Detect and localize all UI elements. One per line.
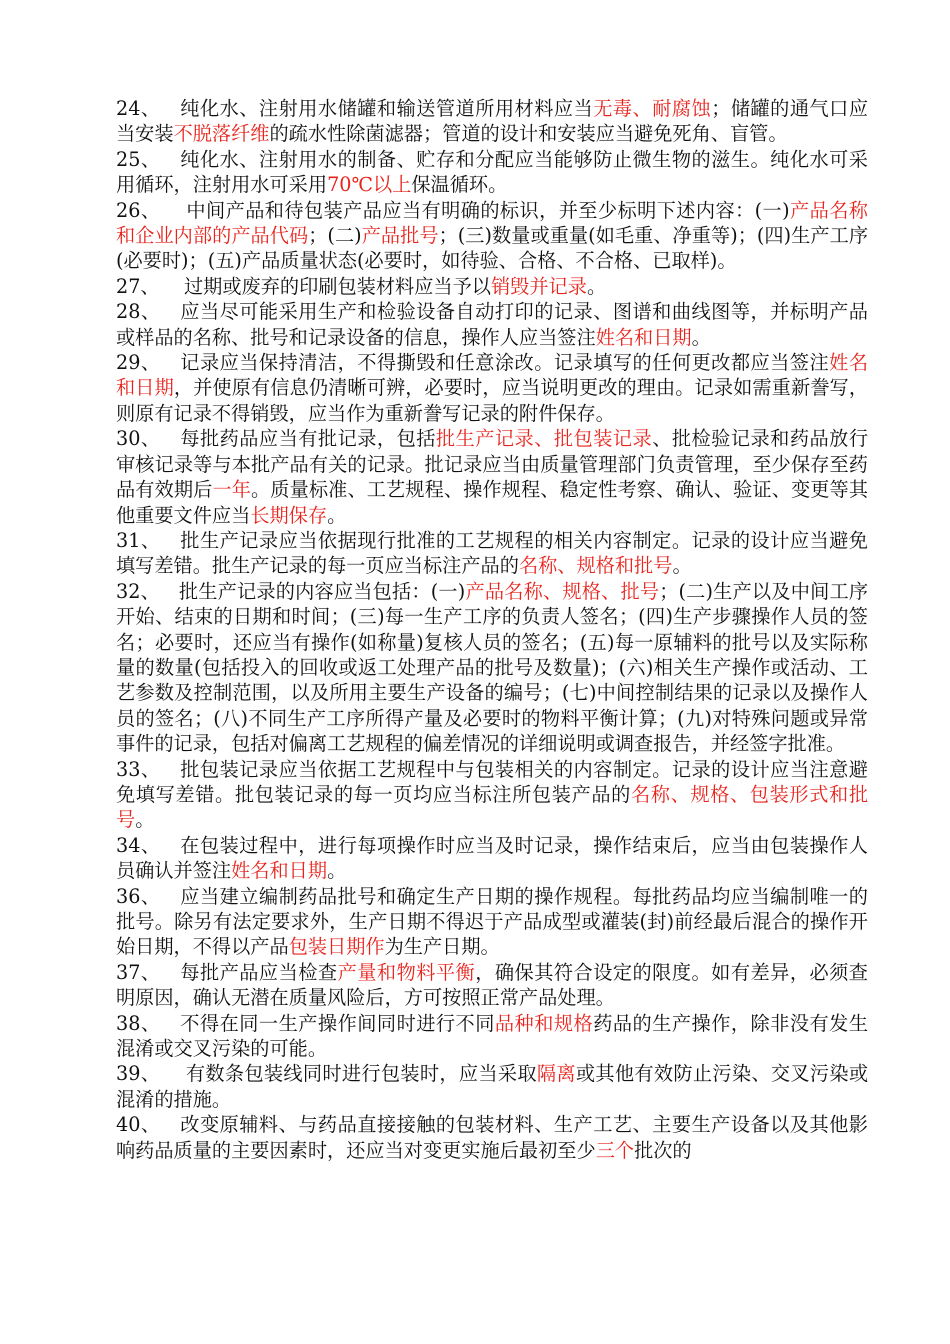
clause-text: 31、 批生产记录应当依据现行批准的工艺规程的相关内容制定。记录的设计应当避免填写差错。批生产记录的每一页应当标注产品的 (116, 528, 868, 578)
clause-text: 33、 批包装记录应当依据工艺规程中与包装相关的内容制定。记录的设计应当注意避免填写差错。批包装记录的每一页均应当标注所包装产品的 (116, 757, 868, 806)
clause-paragraph (116, 1011, 868, 1062)
highlighted-text: 产品批号 (361, 224, 439, 248)
clause-text: 39、 有数条包装线同时进行包装时，应当采取 (116, 1062, 537, 1086)
clause-text: ，并使原有信息仍清晰可辨，必要时，应当说明更改的理由。记录如需重新誊写，则原有记录不得销毁，应当作为重新誊写记录的附件保存。 (116, 376, 869, 425)
clause-text: ；(二)生产以及中间工序开始、结束的日期和时间；(三)每一生产工序的负责人签名；(四)生产步骤操作人员的签名；必要时，还应当有操作(如称量)复核人员的签名；(五)每一原辅料的批号以及实际称量的数量(包括投入的回收或返工处理产品的批号及数量)；(六)相关生产操作或活动、工艺参数及控制范围，以及所用主要生产设备的编号；(七)中间控制结果的记录以及操作人员的签名；(八)不同生产工序所得产量及必要时的物料平衡计算；(九)对特殊问题或异常事件的记录，包括对偏离工艺规程的偏差情况的详细说明或调查报告，并经签字批准。 (116, 579, 869, 756)
highlighted-text: 70℃以上 (327, 173, 412, 197)
clause-text: 25、 纯化水、注射用水的制备、贮存和分配应当能够防止微生物的滋生。纯化水可采用循环，注射用水可采用 (116, 147, 868, 197)
clause-paragraph (116, 1112, 868, 1163)
clause-text: 30、 每批药品应当有批记录，包括 (116, 427, 436, 451)
clause-text: 40、 改变原辅料、与药品直接接触的包装材料、生产工艺、主要生产设备以及其他影响药品质量的主要因素时，还应当对变更实施后最初至少 (116, 1113, 868, 1162)
document-body (116, 96, 868, 1163)
clause-text: 34、 在包装过程中，进行每项操作时应当及时记录，操作结束后，应当由包装操作人员确认并签注 (116, 833, 868, 883)
highlighted-text: 批生产记录、批包装记录 (435, 427, 653, 451)
highlighted-text: 产品名称、规格、批号 (465, 579, 660, 603)
clause-text: 28、 应当尽可能采用生产和检验设备自动打印的记录、图谱和曲线图等，并标明产品或样品的名称、批号和记录设备的信息，操作人应当签注 (116, 300, 868, 349)
highlighted-text: 一年 (212, 478, 252, 502)
clause-text: 32、 批生产记录的内容应当包括：(一) (116, 579, 466, 603)
highlighted-text: 产量和物料平衡 (337, 960, 476, 984)
clause-text: 保温循环。 (411, 173, 508, 197)
clause-text: 29、 记录应当保持清洁，不得撕毁和任意涂改。记录填写的任何更改都应当签注 (116, 351, 830, 375)
clause-text: ；(三)数量或重量(如毛重、净重等)；(四)生产工序(必要时)；(五)产品质量状态(必要时，如待验、合格、不合格、已取样)。 (116, 224, 869, 273)
highlighted-text: 姓名和日期 (116, 351, 869, 400)
clause-text: 为生产日期。 (384, 935, 500, 959)
clause-text: 。 (586, 274, 607, 298)
highlighted-text: 不脱落纤维 (173, 122, 270, 146)
highlighted-text: 产品名称和企业内部的产品代码 (116, 198, 868, 248)
highlighted-text: 长期保存 (250, 503, 328, 527)
clause-paragraph (116, 426, 868, 528)
highlighted-text: 三个 (595, 1138, 635, 1162)
clause-text: 。 (327, 503, 347, 527)
clause-text: 37、 每批产品应当检查 (116, 960, 338, 984)
clause-text: 的疏水性除菌滤器；管道的设计和安装应当避免死角、盲管。 (269, 122, 788, 146)
clause-paragraph (116, 960, 868, 1011)
highlighted-text: 包装日期作 (288, 935, 385, 959)
highlighted-text: 无毒、耐腐蚀 (593, 97, 712, 120)
clause-text: 。 (135, 808, 155, 832)
clause-paragraph (116, 299, 868, 350)
clause-text: 或其他有效防止污染、交叉污染或混淆的措施。 (116, 1062, 869, 1111)
clause-text: 。 (672, 554, 692, 578)
clause-paragraph (116, 350, 868, 426)
clause-text: 、批检验记录和药品放行审核记录等与本批产品有关的记录。批记录应当由质量管理部门负责管理，至少保存至药品有效期后 (116, 427, 869, 502)
highlighted-text: 姓名和日期 (231, 859, 328, 883)
clause-paragraph (116, 96, 868, 147)
clause-text: ，确保其符合设定的限度。如有差异，必须查明原因，确认无潜在质量风险后，方可按照正常产品处理。 (116, 960, 868, 1010)
clause-paragraph (116, 884, 868, 960)
clause-text: 26、 中间产品和待包装产品应当有明确的标识，并至少标明下述内容：(一) (116, 198, 790, 222)
highlighted-text: 姓名和日期 (595, 325, 692, 349)
highlighted-text: 名称、规格和批号 (518, 554, 673, 578)
clause-text: 药品的生产操作，除非没有发生混淆或交叉污染的可能。 (116, 1011, 869, 1061)
clause-paragraph (116, 198, 868, 274)
clause-paragraph (116, 757, 868, 833)
highlighted-text: 隔离 (536, 1062, 576, 1086)
clause-paragraph (116, 579, 868, 757)
clause-text: 批次的 (634, 1138, 692, 1162)
clause-text: 。 (691, 325, 711, 349)
highlighted-text: 销毁并记录 (491, 274, 587, 298)
clause-paragraph (116, 528, 868, 579)
clause-text: 36、 应当建立编制药品批号和确定生产日期的操作规程。每批药品均应当编制唯一的批号。除另有法定要求外，生产日期不得迟于产品成型或灌装(封)前经最后混合的操作开始日期，不得以产品 (116, 884, 868, 959)
clause-text: 。质量标准、工艺规程、操作规程、稳定性考察、确认、验证、变更等其他重要文件应当 (116, 478, 869, 527)
clause-text: ；储罐的通气口应当安装 (116, 97, 869, 146)
clause-paragraph (116, 147, 868, 198)
highlighted-text: 品种和规格 (494, 1011, 594, 1035)
clause-paragraph (116, 833, 868, 884)
clause-paragraph (116, 274, 868, 299)
clause-text: 。 (327, 859, 347, 883)
highlighted-text: 名称、规格、包装形式和批号 (116, 782, 869, 832)
clause-text: 24、 纯化水、注射用水储罐和输送管道所用材料应当 (116, 97, 594, 120)
clause-text: ；(二) (308, 224, 362, 248)
clause-text: 27、 过期或废弃的印刷包装材料应当予以 (116, 274, 491, 298)
clause-paragraph (116, 1061, 868, 1112)
clause-text: 38、 不得在同一生产操作间同时进行不同 (116, 1011, 495, 1035)
